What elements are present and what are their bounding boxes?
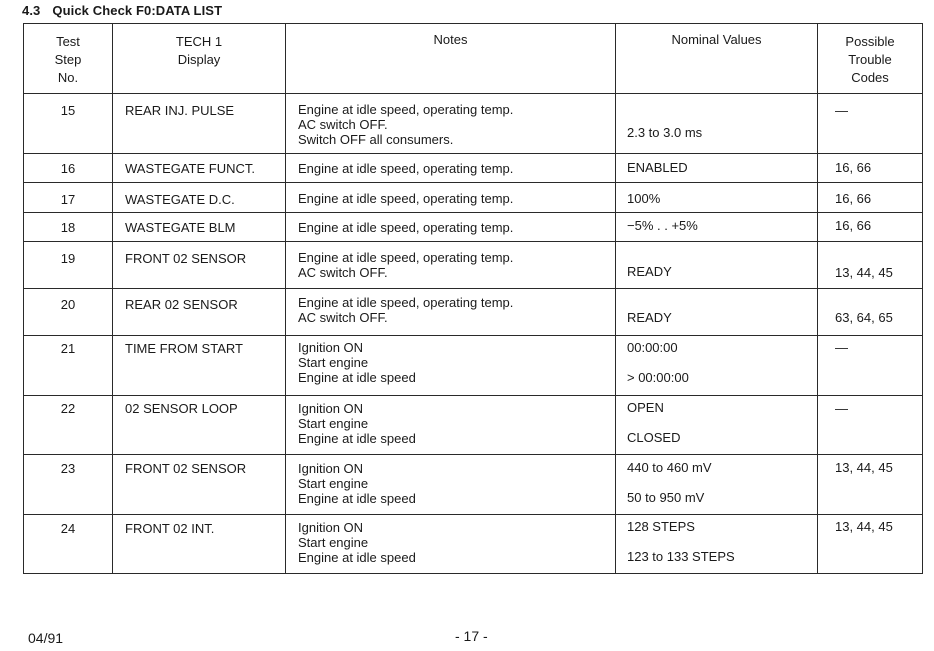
nominal-values-cell bbox=[616, 515, 818, 574]
nominal-value: CLOSED bbox=[627, 430, 681, 445]
test-step-number: 20 bbox=[60, 297, 76, 312]
table-row bbox=[24, 242, 923, 289]
nominal-value: READY bbox=[627, 264, 672, 279]
notes-cell bbox=[286, 455, 616, 515]
nominal-value: READY bbox=[627, 310, 672, 325]
notes-line: AC switch OFF. bbox=[298, 117, 388, 132]
test-step-number: 24 bbox=[60, 521, 76, 536]
notes-cell bbox=[286, 94, 616, 154]
trouble-codes-text: 13, 44, 45 bbox=[835, 265, 893, 280]
test-step-number: 22 bbox=[60, 401, 76, 416]
notes-line: AC switch OFF. bbox=[298, 310, 388, 325]
tech1-display-cell bbox=[113, 154, 286, 183]
tech1-display-cell bbox=[113, 396, 286, 455]
table-row bbox=[24, 183, 923, 213]
nominal-value: 2.3 to 3.0 ms bbox=[627, 125, 703, 140]
tech1-display-cell bbox=[113, 94, 286, 154]
tech1-display-text: FRONT 02 SENSOR bbox=[125, 251, 247, 266]
section-number: 4.3 bbox=[22, 3, 41, 18]
notes-line: Start engine bbox=[298, 355, 369, 370]
notes-line: Engine at idle speed bbox=[298, 550, 416, 565]
test-step-number: 17 bbox=[60, 192, 76, 207]
nominal-values-cell bbox=[616, 289, 818, 336]
tech1-display-text: TIME FROM START bbox=[125, 341, 243, 356]
nominal-value: 50 to 950 mV bbox=[627, 490, 705, 505]
notes-line: Ignition ON bbox=[298, 340, 364, 355]
nominal-values-cell bbox=[616, 154, 818, 183]
trouble-codes-cell bbox=[818, 183, 923, 213]
nominal-values-cell bbox=[616, 183, 818, 213]
tech1-display-cell bbox=[113, 242, 286, 289]
test-step-cell bbox=[24, 455, 113, 515]
notes-line: AC switch OFF. bbox=[298, 265, 388, 280]
nominal-value: > 00:00:00 bbox=[627, 370, 689, 385]
notes-line: Engine at idle speed, operating temp. bbox=[298, 161, 514, 176]
trouble-codes-text: 63, 64, 65 bbox=[835, 310, 893, 325]
table-row bbox=[24, 455, 923, 515]
trouble-codes-text: 16, 66 bbox=[835, 191, 872, 206]
test-step-number: 23 bbox=[60, 461, 76, 476]
nominal-values-cell bbox=[616, 336, 818, 396]
test-step-cell bbox=[24, 183, 113, 213]
trouble-codes-cell bbox=[818, 455, 923, 515]
notes-line: Engine at idle speed, operating temp. bbox=[298, 295, 514, 310]
notes-line: Engine at idle speed, operating temp. bbox=[298, 250, 514, 265]
tech1-display-cell bbox=[113, 213, 286, 242]
test-step-cell bbox=[24, 336, 113, 396]
tech1-display-cell bbox=[113, 515, 286, 574]
notes-line: Start engine bbox=[298, 476, 369, 491]
test-step-cell bbox=[24, 242, 113, 289]
trouble-codes-cell bbox=[818, 242, 923, 289]
table-row bbox=[24, 94, 923, 154]
notes-line: Engine at idle speed, operating temp. bbox=[298, 191, 514, 206]
nominal-values-cell bbox=[616, 242, 818, 289]
trouble-codes-cell bbox=[818, 515, 923, 574]
test-step-number: 16 bbox=[60, 161, 76, 176]
table-row bbox=[24, 515, 923, 574]
nominal-values-cell bbox=[616, 213, 818, 242]
tech1-display-cell bbox=[113, 336, 286, 396]
test-step-cell bbox=[24, 154, 113, 183]
tech1-display-text: WASTEGATE FUNCT. bbox=[125, 161, 255, 176]
notes-cell bbox=[286, 515, 616, 574]
trouble-codes-cell bbox=[818, 94, 923, 154]
test-step-number: 18 bbox=[60, 220, 76, 235]
table-row bbox=[24, 154, 923, 183]
trouble-codes-text: — bbox=[835, 103, 848, 118]
nominal-value: ENABLED bbox=[627, 160, 688, 175]
trouble-codes-text: 13, 44, 45 bbox=[835, 460, 893, 475]
trouble-codes-text: 16, 66 bbox=[835, 218, 872, 233]
trouble-codes-text: — bbox=[835, 401, 848, 416]
test-step-cell bbox=[24, 213, 113, 242]
notes-line: Engine at idle speed bbox=[298, 491, 416, 506]
test-step-number: 21 bbox=[60, 341, 76, 356]
nominal-values-cell bbox=[616, 94, 818, 154]
notes-line: Ignition ON bbox=[298, 401, 364, 416]
header-trouble-codes: Possible Trouble Codes bbox=[818, 24, 923, 94]
test-step-cell bbox=[24, 515, 113, 574]
notes-line: Engine at idle speed, operating temp. bbox=[298, 102, 514, 117]
tech1-display-text: FRONT 02 INT. bbox=[125, 521, 215, 536]
tech1-display-text: REAR 02 SENSOR bbox=[125, 297, 238, 312]
notes-line: Engine at idle speed, operating temp. bbox=[298, 220, 514, 235]
notes-line: Engine at idle speed bbox=[298, 431, 416, 446]
test-step-cell bbox=[24, 289, 113, 336]
notes-line: Start engine bbox=[298, 416, 369, 431]
trouble-codes-cell bbox=[818, 289, 923, 336]
tech1-display-text: 02 SENSOR LOOP bbox=[125, 401, 238, 416]
test-step-number: 15 bbox=[60, 103, 76, 118]
test-step-cell bbox=[24, 396, 113, 455]
notes-line: Switch OFF all consumers. bbox=[298, 132, 454, 147]
tech1-display-cell bbox=[113, 455, 286, 515]
trouble-codes-text: 16, 66 bbox=[835, 160, 872, 175]
notes-cell bbox=[286, 336, 616, 396]
table-row bbox=[24, 396, 923, 455]
notes-cell bbox=[286, 154, 616, 183]
footer-date: 04/91 bbox=[28, 630, 64, 646]
header-tech1-display: TECH 1 Display bbox=[113, 24, 286, 94]
nominal-value: 100% bbox=[627, 191, 661, 206]
data-rows bbox=[24, 94, 923, 574]
section-title-text: Quick Check F0:DATA LIST bbox=[52, 3, 223, 18]
tech1-display-text: REAR INJ. PULSE bbox=[125, 103, 235, 118]
nominal-values-cell bbox=[616, 396, 818, 455]
trouble-codes-cell bbox=[818, 336, 923, 396]
tech1-display-cell bbox=[113, 183, 286, 213]
nominal-value: 440 to 460 mV bbox=[627, 460, 712, 475]
data-list-table bbox=[23, 23, 923, 574]
nominal-value: 00:00:00 bbox=[627, 340, 678, 355]
nominal-value: 123 to 133 STEPS bbox=[627, 549, 735, 564]
trouble-codes-text: 13, 44, 45 bbox=[835, 519, 893, 534]
notes-line: Ignition ON bbox=[298, 520, 364, 535]
notes-cell bbox=[286, 213, 616, 242]
table-row bbox=[24, 336, 923, 396]
table-row bbox=[24, 213, 923, 242]
trouble-codes-cell bbox=[818, 396, 923, 455]
tech1-display-text: WASTEGATE BLM bbox=[125, 220, 236, 235]
notes-line: Ignition ON bbox=[298, 461, 364, 476]
notes-cell bbox=[286, 396, 616, 455]
table-row bbox=[24, 289, 923, 336]
notes-line: Engine at idle speed bbox=[298, 370, 416, 385]
header-nominal-values: Nominal Values bbox=[616, 24, 818, 94]
page-number: - 17 - bbox=[455, 628, 488, 644]
tech1-display-text: WASTEGATE D.C. bbox=[125, 192, 235, 207]
trouble-codes-cell bbox=[818, 213, 923, 242]
header-row bbox=[24, 24, 923, 94]
notes-cell bbox=[286, 242, 616, 289]
notes-cell bbox=[286, 289, 616, 336]
trouble-codes-text: — bbox=[835, 340, 848, 355]
tech1-display-text: FRONT 02 SENSOR bbox=[125, 461, 247, 476]
nominal-value: −5% . . +5% bbox=[627, 218, 698, 233]
nominal-value: 128 STEPS bbox=[627, 519, 695, 534]
nominal-value: OPEN bbox=[627, 400, 664, 415]
header-notes: Notes bbox=[286, 24, 616, 94]
nominal-values-cell bbox=[616, 455, 818, 515]
test-step-cell bbox=[24, 94, 113, 154]
tech1-display-cell bbox=[113, 289, 286, 336]
notes-line: Start engine bbox=[298, 535, 369, 550]
section-title bbox=[22, 3, 222, 18]
header-test-step: Test Step No. bbox=[24, 24, 113, 94]
test-step-number: 19 bbox=[60, 251, 76, 266]
notes-cell bbox=[286, 183, 616, 213]
trouble-codes-cell bbox=[818, 154, 923, 183]
